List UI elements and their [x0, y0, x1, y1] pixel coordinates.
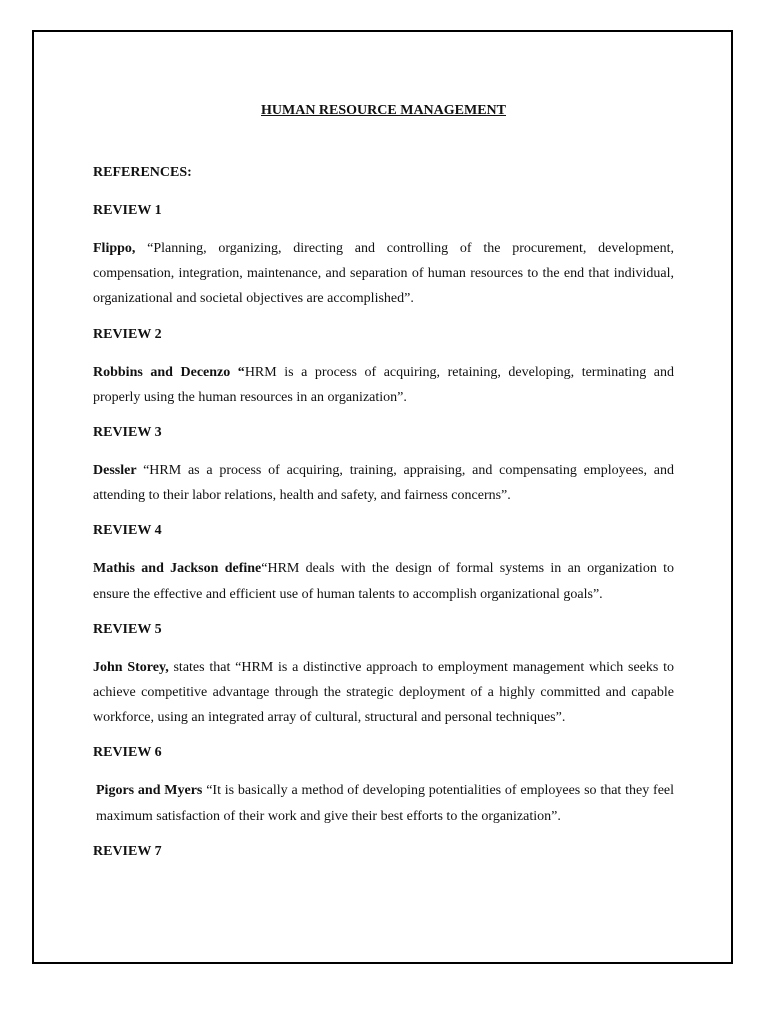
review-heading: REVIEW 6	[93, 745, 162, 761]
review-heading: REVIEW 2	[93, 326, 162, 342]
document-content	[93, 100, 674, 877]
review-author: Robbins and Decenzo “	[93, 364, 245, 380]
review-body	[93, 556, 674, 606]
review-text: “HRM as a process of acquiring, training, appraising, and compensating employees, and attending to their labor relations, health and safety, and fairness concerns”.	[93, 463, 674, 504]
review-author: Dessler	[93, 463, 144, 479]
review-body	[93, 360, 674, 410]
review-body	[93, 236, 674, 312]
review-text: HRM is a process of acquiring, retaining, developing, terminating and properly using the human resources in an organization”.	[93, 364, 674, 405]
review-body	[93, 655, 674, 731]
review-text: states that “HRM is a distinctive approach to employment management which seeks to achieve competitive advantage through the strategic deployment of a highly committed and capable workforce, using an integrated array of cultural, structural and personal techniques”.	[93, 659, 674, 726]
review-heading: REVIEW 5	[93, 621, 162, 637]
review-body	[93, 458, 674, 508]
references-heading: REFERENCES:	[93, 165, 192, 180]
review-text: “It is basically a method of developing potentialities of employees so that they feel maximum satisfaction of their work and give their best efforts to the organization”.	[96, 783, 675, 824]
review-heading: REVIEW 1	[93, 203, 162, 218]
review-author: Mathis and Jackson define	[93, 561, 262, 577]
review-body	[93, 778, 674, 828]
review-author: Flippo,	[93, 241, 148, 256]
review-author: John Storey,	[93, 659, 174, 675]
review-heading: REVIEW 7	[93, 843, 162, 859]
review-text: “HRM deals with the design of formal systems in an organization to ensure the effective and efficient use of human talents to accomplish organizational goals”.	[93, 561, 675, 602]
review-author: Pigors and Myers	[96, 783, 207, 799]
document-title: HUMAN RESOURCE MANAGEMENT	[261, 103, 506, 118]
review-text: “Planning, organizing, directing and controlling of the procurement, development, compensation, integration, maintenance, and separation of human resources to the end that individual, organizational and societal objectives are accomplished”.	[93, 241, 674, 307]
review-heading: REVIEW 4	[93, 523, 162, 539]
review-heading: REVIEW 3	[93, 425, 162, 441]
